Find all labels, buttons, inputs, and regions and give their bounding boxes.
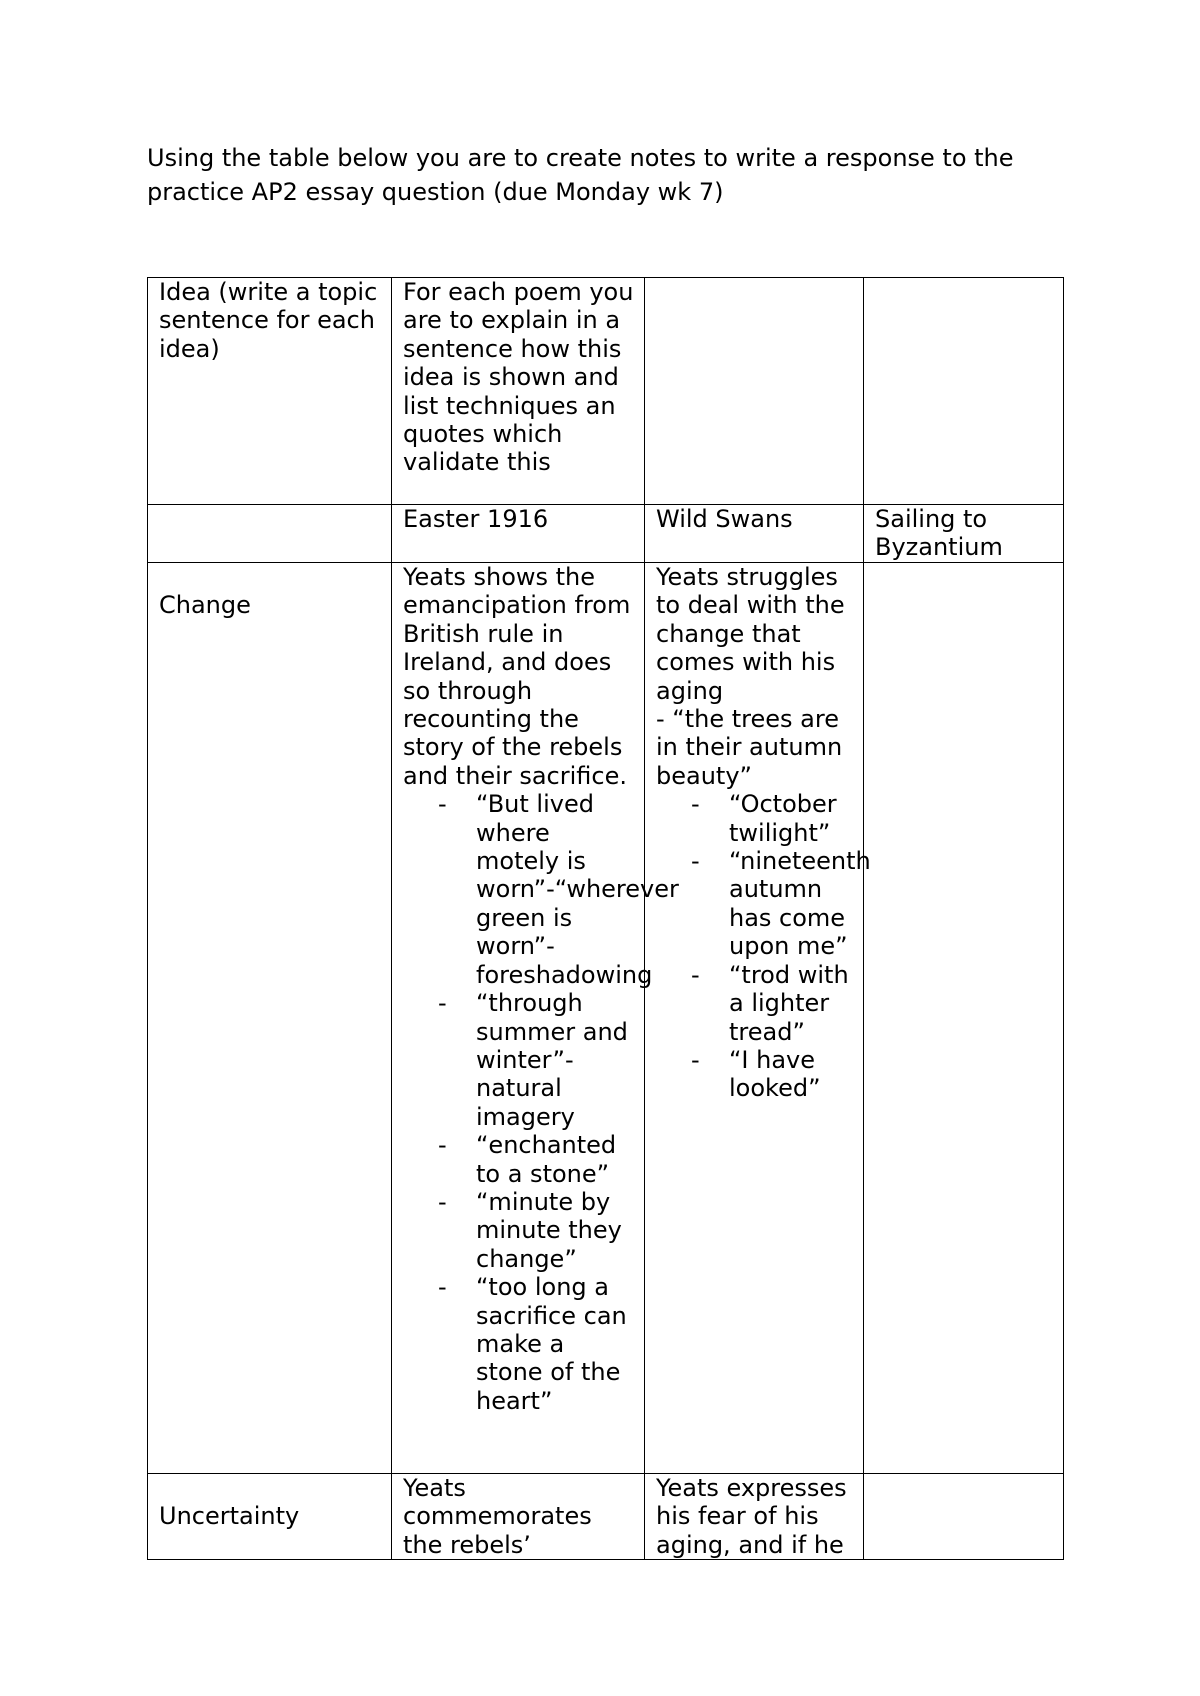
header-empty-cell xyxy=(864,278,1064,505)
header-idea-cell: Idea (write a topic sentence for each idea) xyxy=(148,278,392,505)
header-instructions-cell: For each poem you are to explain in a sentence how this idea is shown and list techniques an quotes which validate this xyxy=(392,278,645,505)
quote-item: - “But lived where motely is worn”-“wherever green is worn”- foreshadowing xyxy=(403,790,638,989)
poem-title-easter: Easter 1916 xyxy=(392,505,645,563)
poem-title-row xyxy=(148,505,1064,563)
idea-label-uncertainty: Uncertainty xyxy=(159,1502,300,1530)
quote-item: - “enchanted to a stone” xyxy=(403,1131,638,1188)
uncertainty-easter-cell: Yeats commemorates the rebels’ xyxy=(392,1474,645,1560)
quote-item: - “too long a sacrifice can make a stone of the heart” xyxy=(403,1273,638,1415)
table-header-row xyxy=(148,278,1064,505)
quote-item: - “through summer and winter”- natural imagery xyxy=(403,989,638,1131)
idea-cell-change xyxy=(148,563,392,1474)
change-easter-quote-list xyxy=(403,790,679,1415)
poem-title-byzantium: Sailing to Byzantium xyxy=(864,505,1064,563)
uncertainty-swans-cell: Yeats expresses his fear of his aging, and if he xyxy=(645,1474,864,1560)
poem-title-swans: Wild Swans xyxy=(645,505,864,563)
change-swans-line: - “the trees are in their autumn beauty” xyxy=(656,705,843,790)
header-empty-cell xyxy=(645,278,864,505)
intro-text: Using the table below you are to create notes to write a response to the practice AP2 essay question (due Monday wk 7) xyxy=(147,144,1014,206)
change-swans-text: Yeats struggles to deal with the change that comes with his aging xyxy=(656,563,845,705)
table-row-change xyxy=(148,563,1064,1474)
change-swans-cell xyxy=(645,563,871,1474)
change-byzantium-cell xyxy=(864,563,1064,1474)
change-easter-text: Yeats shows the emancipation from British rule in Ireland, and does so through recounting the story of the rebels and their sacrifice. xyxy=(403,563,631,790)
change-swans-quote-list xyxy=(656,790,871,1103)
quote-item: - “minute by minute they change” xyxy=(403,1188,638,1273)
quote-item: - “October twilight” xyxy=(656,790,857,847)
idea-cell-uncertainty xyxy=(148,1474,392,1560)
quote-item: - “trod with a lighter tread” xyxy=(656,961,857,1046)
quote-item: - “nineteenth autumn has come upon me” xyxy=(656,847,857,961)
quote-item: - “I have looked” xyxy=(656,1046,857,1103)
notes-table xyxy=(147,277,1064,1560)
table-row-uncertainty xyxy=(148,1474,1064,1560)
idea-label-change: Change xyxy=(159,591,251,619)
change-easter-cell xyxy=(392,563,679,1474)
uncertainty-byzantium-cell xyxy=(864,1474,1064,1560)
poem-blank-cell xyxy=(148,505,392,563)
